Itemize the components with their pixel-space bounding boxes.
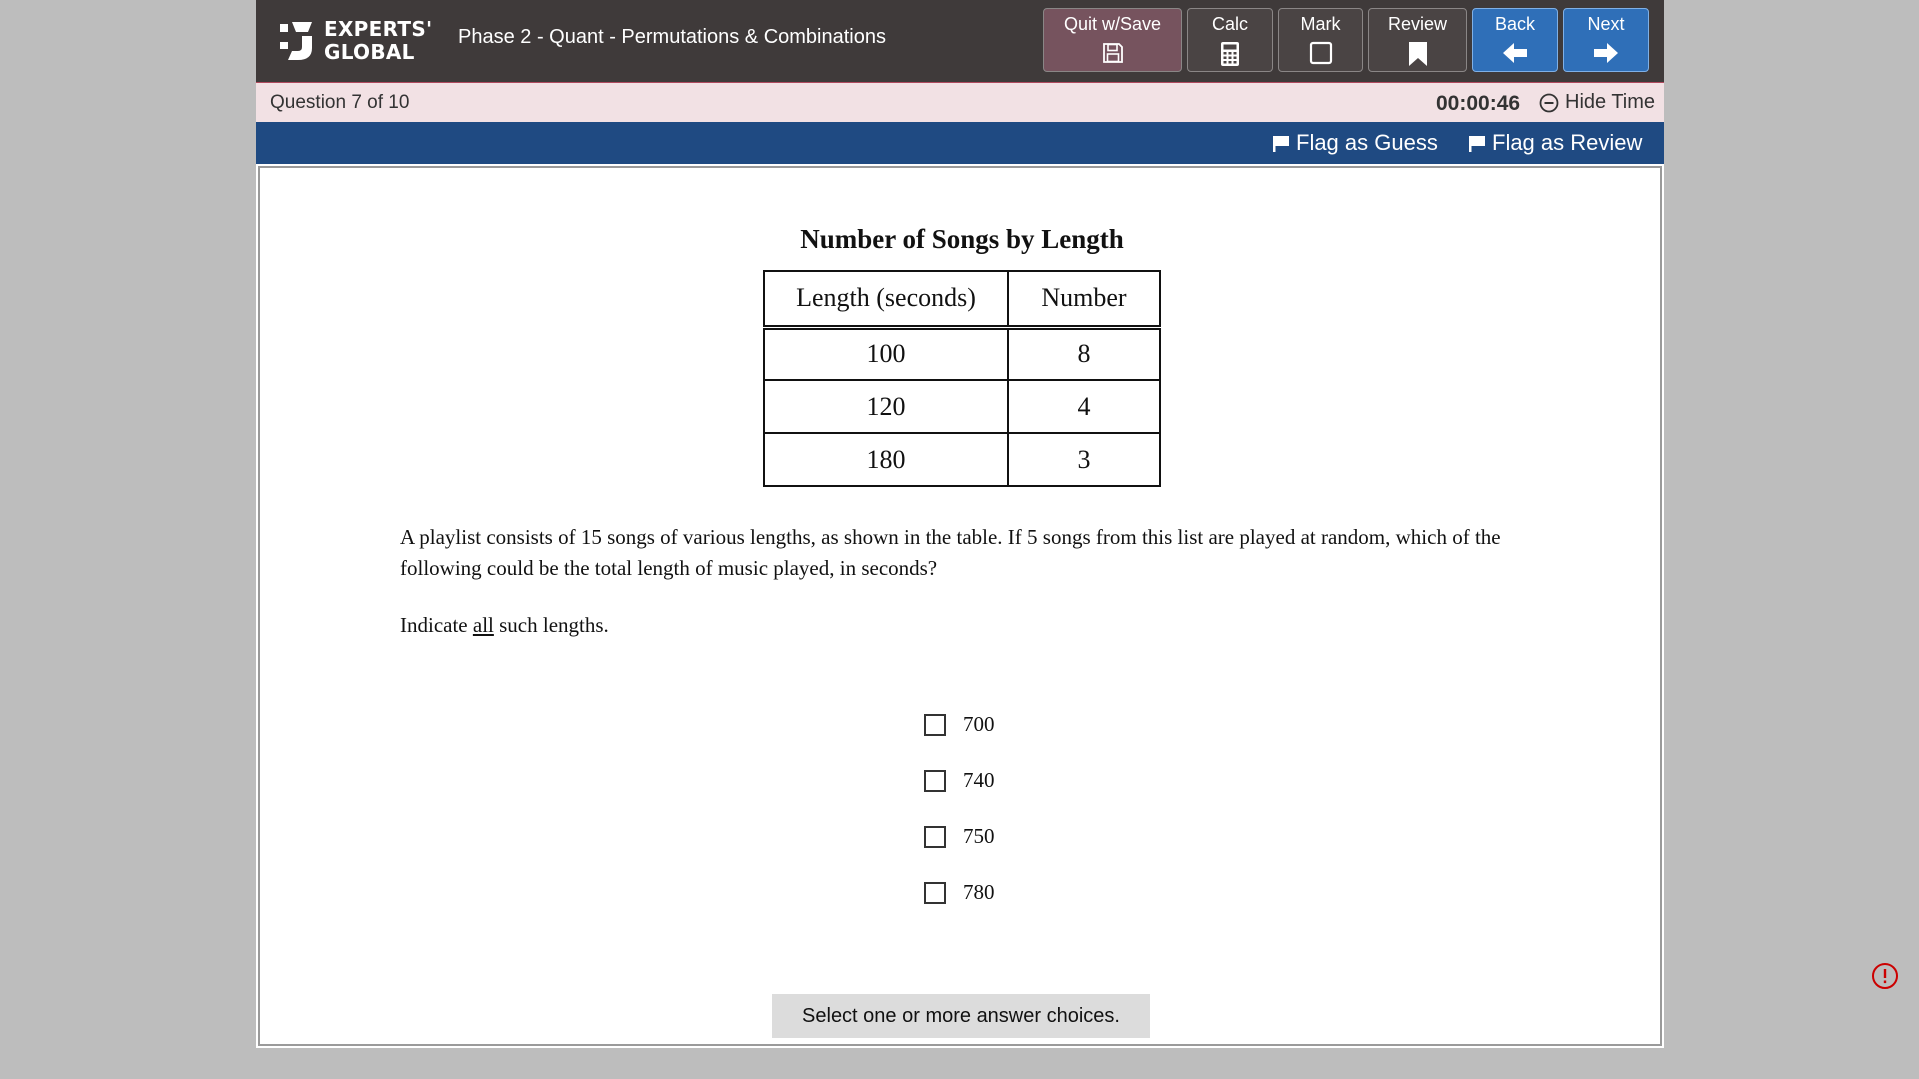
table-cell: 4 — [1008, 380, 1160, 433]
minus-circle-icon — [1539, 93, 1559, 113]
calc-label: Calc — [1211, 14, 1248, 34]
timer: 00:00:46 — [1436, 92, 1521, 115]
test-app — [256, 0, 1664, 1048]
answer-choice-1[interactable] — [924, 712, 995, 737]
table-row — [764, 380, 1160, 433]
back-button[interactable] — [1472, 8, 1558, 72]
answer-choice-3[interactable] — [924, 824, 995, 849]
songs-table — [763, 270, 1161, 487]
flag-bar — [256, 122, 1664, 164]
answer-checkbox[interactable] — [924, 826, 946, 848]
hide-time-button[interactable] — [1539, 91, 1655, 114]
table-row — [764, 327, 1160, 380]
logo-line-1: EXPERTS' — [324, 17, 433, 41]
answer-choice-2[interactable] — [924, 768, 995, 793]
flag-icon — [1467, 133, 1487, 153]
hide-time-label: Hide Time — [1565, 91, 1656, 113]
table-cell: 100 — [764, 327, 1008, 380]
answer-label: 750 — [963, 824, 995, 848]
flag-icon — [1271, 133, 1291, 153]
table-caption: Number of Songs by Length — [800, 224, 1124, 254]
instruction-text — [400, 613, 609, 638]
square-icon — [1309, 41, 1333, 65]
instruction-emphasis: all — [472, 613, 494, 637]
next-label: Next — [1587, 14, 1625, 34]
table-cell: 3 — [1008, 433, 1160, 486]
quit-save-label: Quit w/Save — [1063, 14, 1162, 34]
table-row — [764, 433, 1160, 486]
logo-text — [324, 18, 432, 64]
answer-label: 740 — [963, 768, 995, 792]
exclamation-circle-icon[interactable] — [1871, 962, 1899, 990]
answer-checkbox[interactable] — [924, 882, 946, 904]
question-text: A playlist consists of 15 songs of various lengths, as shown in the table. If 5 songs from this list are played at random, which of the following could be the total length of music played, in seconds? — [400, 525, 1501, 580]
instruction-before: Indicate — [400, 613, 473, 637]
review-label: Review — [1387, 14, 1448, 34]
answer-choice-4[interactable] — [924, 880, 995, 905]
page-title: Phase 2 - Quant - Permutations & Combinations — [458, 26, 886, 48]
back-label: Back — [1494, 14, 1536, 34]
answer-label: 700 — [963, 712, 995, 736]
mark-button[interactable] — [1278, 8, 1363, 72]
table-cell: 180 — [764, 433, 1008, 486]
answer-label: 780 — [963, 880, 995, 904]
mark-label: Mark — [1300, 14, 1341, 34]
table-header-cell: Length (seconds) — [764, 271, 1008, 327]
logo — [278, 18, 432, 64]
quit-save-button[interactable] — [1043, 8, 1182, 72]
answer-checkbox[interactable] — [924, 770, 946, 792]
flag-as-review-label: Flag as Review — [1492, 130, 1643, 155]
logo-mark-icon — [278, 18, 318, 64]
calculator-icon — [1220, 41, 1240, 67]
flag-as-guess-label: Flag as Guess — [1296, 130, 1438, 155]
table-header-cell: Number — [1008, 271, 1160, 327]
arrow-right-icon — [1592, 41, 1620, 65]
arrow-left-icon — [1501, 41, 1529, 65]
flag-as-review-button[interactable] — [1467, 130, 1642, 156]
table-cell: 120 — [764, 380, 1008, 433]
table-cell: 8 — [1008, 327, 1160, 380]
next-button[interactable] — [1563, 8, 1649, 72]
floppy-disk-icon — [1101, 41, 1125, 65]
question-counter: Question 7 of 10 — [270, 92, 410, 113]
logo-line-2: GLOBAL — [324, 40, 415, 64]
table-header-row — [764, 271, 1160, 327]
instruction-after: such lengths. — [493, 613, 609, 637]
answer-hint: Select one or more answer choices. — [772, 994, 1150, 1038]
answer-checkbox[interactable] — [924, 714, 946, 736]
question-panel — [258, 166, 1662, 1046]
flag-as-guess-button[interactable] — [1271, 130, 1438, 156]
review-button[interactable] — [1368, 8, 1467, 72]
calc-button[interactable] — [1187, 8, 1273, 72]
bookmark-icon — [1407, 41, 1429, 67]
header-bar — [256, 0, 1664, 82]
status-bar — [256, 82, 1664, 122]
